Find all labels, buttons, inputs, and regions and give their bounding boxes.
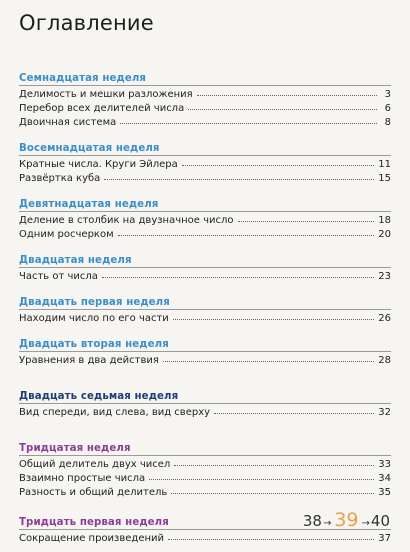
toc-entry[interactable] bbox=[19, 214, 391, 228]
page-navigation bbox=[303, 509, 390, 531]
next-page-number[interactable]: 40 bbox=[370, 512, 390, 530]
section-heading: Двадцать седьмая неделя bbox=[19, 391, 391, 404]
entry-label: Взаимно простые числа bbox=[19, 473, 146, 484]
entry-page-number: 26 bbox=[378, 313, 391, 324]
entry-label: Уравнения в два действия bbox=[19, 355, 159, 366]
section-heading: Восемнадцатая неделя bbox=[19, 143, 391, 156]
section-heading: Двадцатая неделя bbox=[19, 255, 391, 268]
toc-entry[interactable] bbox=[19, 458, 391, 472]
dot-leader bbox=[168, 539, 374, 540]
dot-leader bbox=[214, 413, 374, 414]
entry-page-number: 8 bbox=[384, 117, 391, 128]
toc-section-week-18 bbox=[19, 136, 391, 186]
entry-page-number: 15 bbox=[378, 173, 391, 184]
entry-label: Кратные числа. Круги Эйлера bbox=[19, 159, 178, 170]
section-heading: Двадцать вторая неделя bbox=[19, 339, 391, 352]
entry-label: Общий делитель двух чисел bbox=[19, 459, 171, 470]
toc-entry[interactable] bbox=[19, 486, 391, 500]
section-heading: Тридцатая неделя bbox=[19, 443, 391, 456]
toc-entry[interactable] bbox=[19, 312, 391, 326]
dot-leader bbox=[104, 179, 374, 180]
dot-leader bbox=[163, 361, 374, 362]
toc-entry[interactable] bbox=[19, 472, 391, 486]
entry-label: Перебор всех делителей числа bbox=[19, 103, 185, 114]
entry-page-number: 3 bbox=[384, 89, 391, 100]
toc-entry[interactable] bbox=[19, 172, 391, 186]
dot-leader bbox=[197, 95, 377, 96]
page-title: Оглавление bbox=[19, 11, 154, 35]
entry-label: Делимость и мешки разложения bbox=[19, 89, 193, 100]
dot-leader bbox=[102, 277, 374, 278]
toc-entry[interactable] bbox=[19, 406, 391, 420]
entry-page-number: 34 bbox=[378, 473, 391, 484]
entry-label: Часть от числа bbox=[19, 271, 98, 282]
entry-page-number: 28 bbox=[378, 355, 391, 366]
entry-label: Двоичная система bbox=[19, 117, 117, 128]
entry-label: Деление в столбик на двузначное число bbox=[19, 215, 234, 226]
toc-entry[interactable] bbox=[19, 270, 391, 284]
dot-leader bbox=[174, 465, 374, 466]
toc-entry[interactable] bbox=[19, 116, 391, 130]
entry-label: Сокращение произведений bbox=[19, 533, 165, 544]
toc-section-week-30 bbox=[19, 436, 391, 500]
arrow-right-icon: → bbox=[322, 518, 332, 529]
entry-page-number: 20 bbox=[378, 229, 391, 240]
toc-entry[interactable] bbox=[19, 158, 391, 172]
section-heading: Двадцать первая неделя bbox=[19, 297, 391, 310]
section-heading: Семнадцатая неделя bbox=[19, 73, 391, 86]
toc-section-week-22 bbox=[19, 332, 391, 368]
prev-page-number[interactable]: 38 bbox=[302, 512, 322, 530]
section-heading: Тридцать первая неделя bbox=[19, 517, 391, 530]
toc-section-week-19 bbox=[19, 192, 391, 242]
entry-page-number: 18 bbox=[378, 215, 391, 226]
dot-leader bbox=[188, 109, 377, 110]
dot-leader bbox=[120, 123, 377, 124]
dot-leader bbox=[118, 235, 375, 236]
dot-leader bbox=[182, 165, 375, 166]
dot-leader bbox=[173, 319, 374, 320]
entry-label: Одним росчерком bbox=[19, 229, 114, 240]
entry-label: Развёртка куба bbox=[19, 173, 101, 184]
toc-entry[interactable] bbox=[19, 88, 391, 102]
entry-label: Вид спереди, вид слева, вид сверху bbox=[19, 407, 211, 418]
entry-page-number: 11 bbox=[378, 159, 391, 170]
dot-leader bbox=[238, 221, 375, 222]
toc-entry[interactable] bbox=[19, 102, 391, 116]
entry-page-number: 33 bbox=[378, 459, 391, 470]
toc-section-week-20 bbox=[19, 248, 391, 284]
arrow-right-icon: → bbox=[361, 518, 370, 529]
toc-entry[interactable] bbox=[19, 532, 391, 546]
section-heading: Девятнадцатая неделя bbox=[19, 199, 391, 212]
toc-entry[interactable] bbox=[19, 228, 391, 242]
entry-page-number: 6 bbox=[384, 103, 391, 114]
dot-leader bbox=[171, 493, 374, 494]
toc-section-week-21 bbox=[19, 290, 391, 326]
dot-leader bbox=[149, 479, 374, 480]
toc-section-week-27 bbox=[19, 384, 391, 420]
entry-label: Находим число по его части bbox=[19, 313, 169, 324]
entry-page-number: 23 bbox=[378, 271, 391, 282]
toc-section-week-17 bbox=[19, 66, 391, 130]
entry-page-number: 32 bbox=[378, 407, 391, 418]
toc-entry[interactable] bbox=[19, 354, 391, 368]
entry-label: Разность и общий делитель bbox=[19, 487, 168, 498]
table-of-contents bbox=[19, 66, 391, 552]
entry-page-number: 35 bbox=[378, 487, 391, 498]
entry-page-number: 37 bbox=[378, 533, 391, 544]
current-page-number: 39 bbox=[334, 509, 359, 531]
